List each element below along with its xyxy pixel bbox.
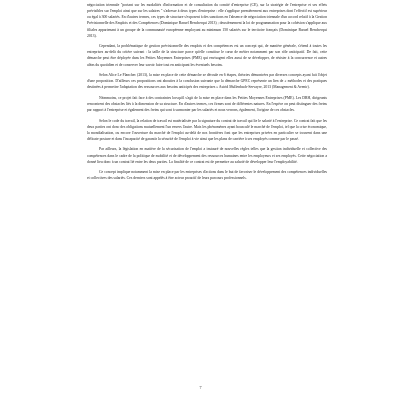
page-number: 7 bbox=[199, 385, 202, 390]
paragraph: Selon le code du travail, la relation de travail est matérialisée par la signature du contrat de travail qui lie le salarié à l'entreprise. Ce contrat fait que les deux parties ont donc des obligations mutuellement l'un envers l'autre. Mais les phénomènes ayant bousculé le marché de l'emploi, tel que la crise économique, la mondialisation, ou encore l'ouverture du marché de l'emploi au-delà de nos frontières font que les entreprises privées en particulier se trouvent dans une délicate posture et dans l'incapacité de garantir la sécurité de l'emploi à vie ainsi que les plans de carrière à ses employés comme par le passé. bbox=[87, 118, 327, 141]
paragraph: Cependant, la problématique de gestion prévisionnelle des emplois et des compétences est un concept qui, de manière générale, s'étend à toutes les entreprises au-delà du critère suivant : la taille de la structure parce qu'elle constitue le cœur de métier notamment par son rôle anticipatif. De fait, cette démarche peut être déployée dans les Petites Moyennes Entreprises (PME) qui envisagent elles aussi de se développer, de résister à la concurrence et autres aléas du quotidien et de conserver leur savoir faire tout en anticipant les éventuels besoins. bbox=[87, 44, 327, 67]
body-text bbox=[87, 2, 327, 186]
paragraph: Néanmoins, ce projet fait face à des contraintes lorsqu'il s'agit de la mise en place dans les Petites Moyennes Entreprises (PME). Les DRH, dirigeants rencontrent des obstacles liés à la dimension de sa structure. En d'autres termes, ces firmes sont de différentes natures. En l'espèce on peut distinguer des freins par rapport à l'entreprise et également des freins qui sont à surmonter par les salariés et nous verrons, également, l'origine de ces obstacles. bbox=[87, 95, 327, 113]
paragraph: Ce concept implique notamment la mise en place par les entreprises d'actions dans le but de favoriser le développement des compétences individuelles et collectives des salariés. Ces derniers sont appelés à être acteur proactif de leurs parcours professionnels. bbox=[87, 170, 327, 181]
paragraph: négociation triennale "portant sur les modalités d'information et de consultation du comité d'entreprise (CE), sur la stratégie de l'entreprise et ses effets prévisibles sur l'emploi ainsi que sur les salaires " s'adresse à deux types d'entreprise : elle s'applique premièrement aux entreprises dont l'effectif est supérieur ou égal à 300 salariés. En d'autres termes, ces types de structure s'exposent à des sanctions en l'absence de négociation triennale d'un accord relatif à la Gestion Prévisionnelle des Emplois et des Compétences (Dominique Baruel Bencherqui 2013) ; deuxièmement la loi de programmation pour la cohésion s'applique aux filiales appartenant à un groupe de la communauté européenne employant au minimum 150 salariés sur le territoire français (Dominique Baruel Bencherqui 2013). bbox=[87, 3, 327, 38]
paragraph: Selon Alice Le Flanchec (2013), la mise en place de cette démarche se déroule en 6 étapes, théories démontrées par diverses concepts ayant fait l'objet d'une proposition. D'ailleurs ces propositions ont abouties à la conclusion suivante que la démarche GPEC représente un lien de « méthodes et des pratiques destinées à permettre l'adaptation des ressources aux besoins anticipés des entreprises » Astrid Mullenbach-Servayre, 2013 (Management & Avenir). bbox=[87, 73, 327, 90]
paragraph: Par ailleurs, la législation en matière de la sécurisation de l'emploi a instauré de nouvelles règles telles que la gestion individuelle et collective des compétences dans le cadre de la politique de mobilité et de développement des ressources humaines entre les employeurs et ses employés. Cette négociation a donné lieu donc à un contrat lié entre les deux parties. La finalité de ce contrat est de permettre au salarié de développer leur l'employabilité. bbox=[87, 147, 327, 164]
